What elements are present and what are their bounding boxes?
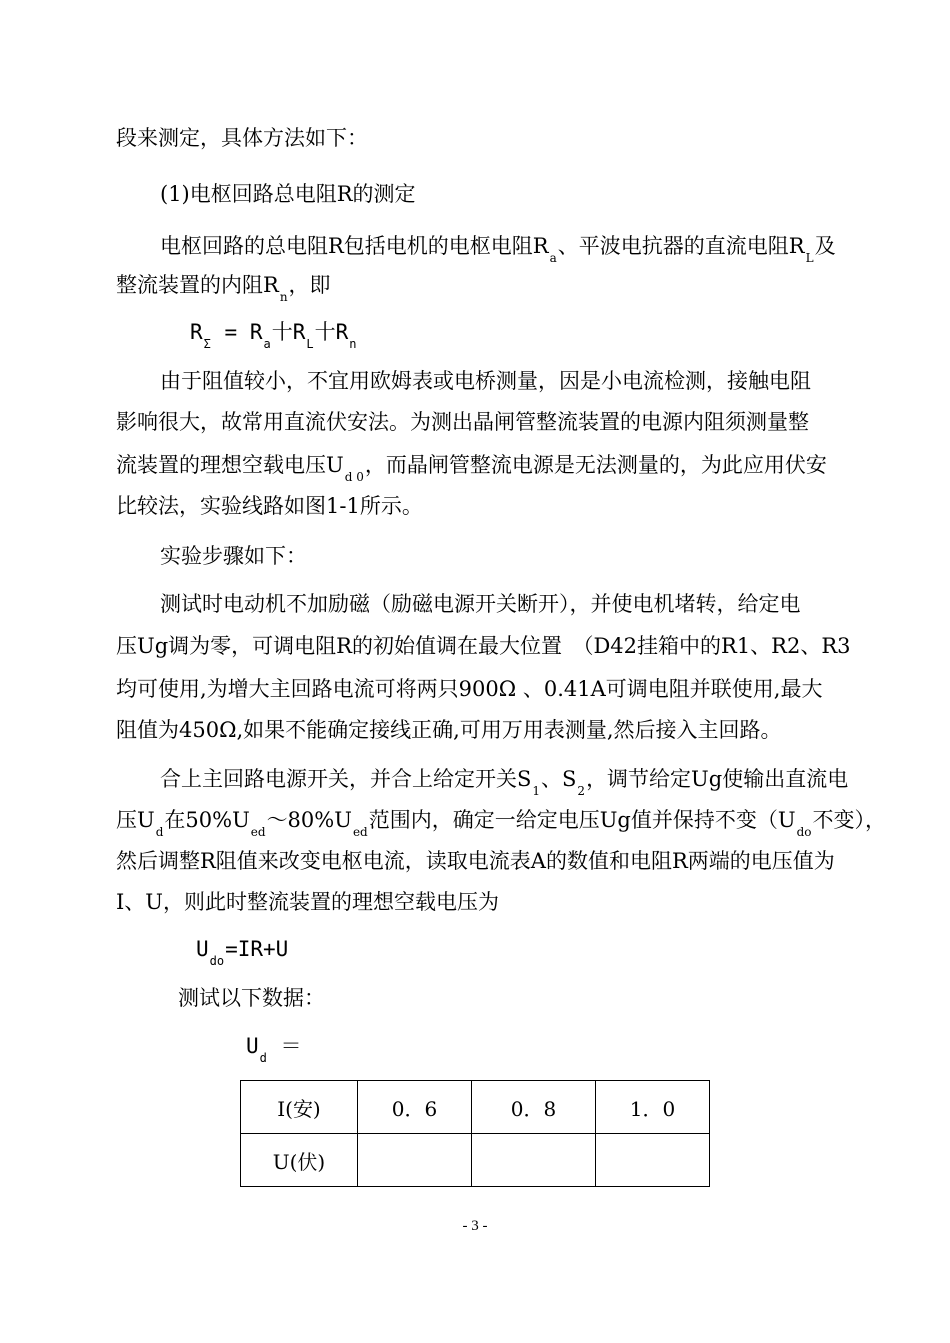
- subscript: n: [279, 290, 288, 304]
- formula-voltage: [196, 935, 288, 966]
- text: 流装置的理想空载电压U: [116, 453, 344, 477]
- text: 不变），: [812, 808, 886, 832]
- symbol: 十: [314, 320, 336, 344]
- paragraph-line: [116, 451, 827, 482]
- table-header-cell: I(安): [241, 1081, 358, 1134]
- subscript: L: [805, 251, 814, 265]
- symbol: R: [335, 320, 349, 344]
- ud-label: [246, 1032, 302, 1063]
- subscript: do: [796, 825, 812, 839]
- subscript: ed: [352, 825, 368, 839]
- paragraph-line: 压Ug调为零，可调电阻R的初始值调在最大位置 （D42挂箱中的R1、R2、R3: [116, 634, 851, 658]
- paragraph-line: 段来测定，具体方法如下：: [116, 126, 368, 150]
- subscript: a: [263, 337, 271, 351]
- text: 、平波电抗器的直流电阻R: [557, 234, 805, 258]
- text: 整流装置的内阻R: [116, 273, 279, 297]
- table-cell: 0．6: [358, 1081, 472, 1134]
- symbol: =IR+U: [225, 937, 289, 961]
- subscript: n: [349, 337, 357, 351]
- subscript: L: [306, 337, 314, 351]
- paragraph-line: 均可使用,为增大主回路电流可将两只900Ω 、0.41A可调电阻并联使用,最大: [116, 677, 823, 701]
- symbol: R: [292, 320, 306, 344]
- table-cell: 1．0: [596, 1081, 710, 1134]
- text: 及: [814, 234, 836, 258]
- paragraph-line: I、U，则此时整流装置的理想空载电压为: [116, 890, 499, 914]
- table-header-cell: U(伏): [241, 1134, 358, 1187]
- paragraph-line: [116, 271, 331, 302]
- text: ～80%U: [266, 808, 352, 832]
- symbol: ＝: [267, 1034, 302, 1058]
- text: 范围内，确定一给定电压Ug值并保持不变（U: [368, 808, 796, 832]
- table-row: [241, 1081, 710, 1134]
- paragraph-line: 影响很大，故常用直流伏安法。为测出晶闸管整流装置的电源内阻须测量整: [116, 410, 809, 434]
- subscript: a: [549, 251, 557, 265]
- subscript: 2: [577, 784, 586, 798]
- paragraph-line: 然后调整R阻值来改变电枢电流，读取电流表A的数值和电阻R两端的电压值为: [116, 849, 835, 873]
- table-cell: [358, 1134, 472, 1187]
- paragraph-line: 比较法，实验线路如图1-1所示。: [116, 494, 423, 518]
- subscript: ed: [250, 825, 266, 839]
- subscript: Σ: [203, 337, 211, 351]
- subscript: do: [209, 954, 225, 968]
- section-heading: (1)电枢回路总电阻R的测定: [160, 182, 416, 206]
- paragraph-line: 实验步骤如下：: [160, 544, 307, 568]
- symbol: U: [246, 1034, 259, 1058]
- subscript: d: [259, 1051, 267, 1065]
- symbol: R: [190, 320, 203, 344]
- paragraph-line: 阻值为450Ω,如果不能确定接线正确,可用万用表测量,然后接入主回路。: [116, 718, 782, 742]
- formula-resistance: [190, 318, 358, 349]
- symbol: R: [249, 320, 263, 344]
- table-cell: [596, 1134, 710, 1187]
- measurement-table: [240, 1080, 710, 1187]
- page-number: - 3 -: [462, 1218, 488, 1234]
- text: 在50%U: [164, 808, 250, 832]
- subscript: d: [155, 825, 164, 839]
- text: ，调节给定Ug使输出直流电: [586, 767, 849, 791]
- subscript: 1: [532, 784, 541, 798]
- table-cell: [472, 1134, 596, 1187]
- paragraph-line: [160, 765, 848, 796]
- paragraph-line: 测试以下数据：: [178, 986, 325, 1010]
- paragraph-line: 测试时电动机不加励磁（励磁电源开关断开），并使电机堵转，给定电: [160, 592, 801, 616]
- paragraph-line: [116, 806, 886, 837]
- paragraph-line: [160, 232, 836, 263]
- symbol: U: [196, 937, 209, 961]
- subscript: d 0: [344, 470, 364, 484]
- text: 压U: [116, 808, 155, 832]
- symbol: =: [211, 320, 250, 344]
- text: ，即: [288, 273, 331, 297]
- paragraph-line: 由于阻值较小，不宜用欧姆表或电桥测量，因是小电流检测，接触电阻: [160, 369, 811, 393]
- text: 电枢回路的总电阻R包括电机的电枢电阻R: [160, 234, 549, 258]
- text: 、S: [541, 767, 577, 791]
- text: ，而晶闸管整流电源是无法测量的，为此应用伏安: [364, 453, 827, 477]
- symbol: 十: [271, 320, 293, 344]
- text: 合上主回路电源开关，并合上给定开关S: [160, 767, 532, 791]
- table-row: [241, 1134, 710, 1187]
- table-cell: 0．8: [472, 1081, 596, 1134]
